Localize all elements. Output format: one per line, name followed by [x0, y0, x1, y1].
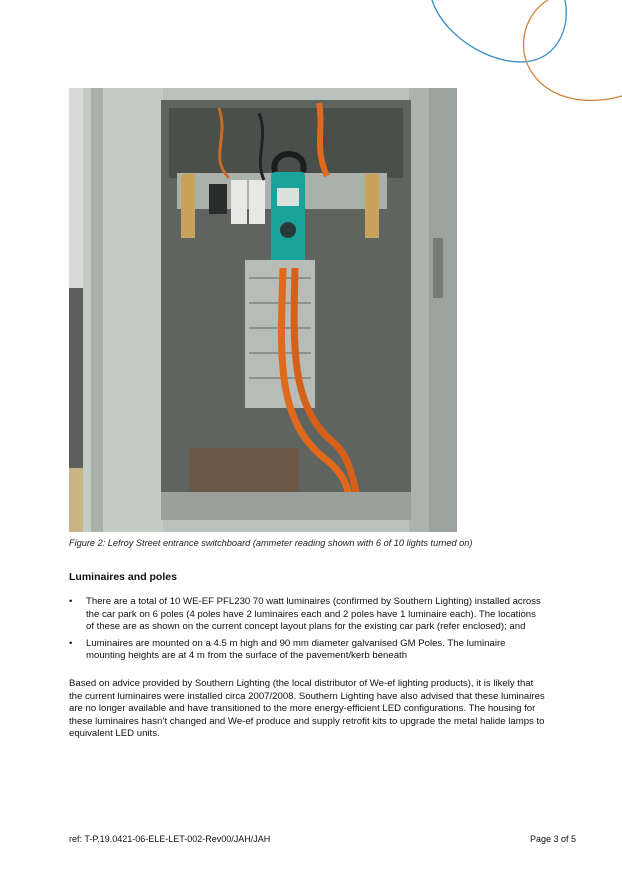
bullet-list: [69, 596, 544, 667]
orange-arc: [524, 0, 622, 100]
page-number: Page 3 of 5: [529, 834, 576, 844]
bullet-text: Luminaires are mounted on a 4.5 m high and 90 mm diameter galvanised GM Poles. The luminaire mounting heights are at 4 m from the surface of the pavement/kerb beneath: [86, 637, 506, 662]
blue-arc: [432, 0, 566, 62]
bullet-text: There are a total of 10 WE-EF PFL230 70 watt luminaires (confirmed by Southern Lighting) installed across the car park on 6 poles (4 poles have 2 luminaires each and 2 poles have 1 luminaire each). The locations of these are as shown on the current concept layout plans for the existing car park (refer enclosed); and: [86, 596, 541, 633]
body-paragraph: Based on advice provided by Southern Lighting (the local distributor of We-ef lighting products), it is likely that the current luminaires were installed circa 2007/2008. Southern Lighting have also advised that these luminaires are no longer available and have transitioned to the more energy-efficient LED configurations. The housing for these luminaires hasn’t changed and We-ef produce and supply retrofit kits to upgrade the metal halide lamps to equivalent LED units.: [69, 678, 545, 740]
switchboard-photo: [69, 88, 457, 532]
bullet-icon: •: [69, 637, 73, 649]
switchboard-illustration: [69, 88, 457, 532]
footer-reference: ref: T-P.19.0421-06-ELE-LET-002-Rev00/JAH/JAH: [69, 834, 271, 844]
bullet-icon: •: [69, 596, 73, 607]
bullet-item: [69, 638, 544, 663]
figure-caption: Figure 2: Lefroy Street entrance switchboard (ammeter reading shown with 6 of 10 lights turned on): [69, 538, 473, 548]
section-heading: Luminaires and poles: [69, 571, 177, 583]
bullet-item: [69, 596, 544, 634]
